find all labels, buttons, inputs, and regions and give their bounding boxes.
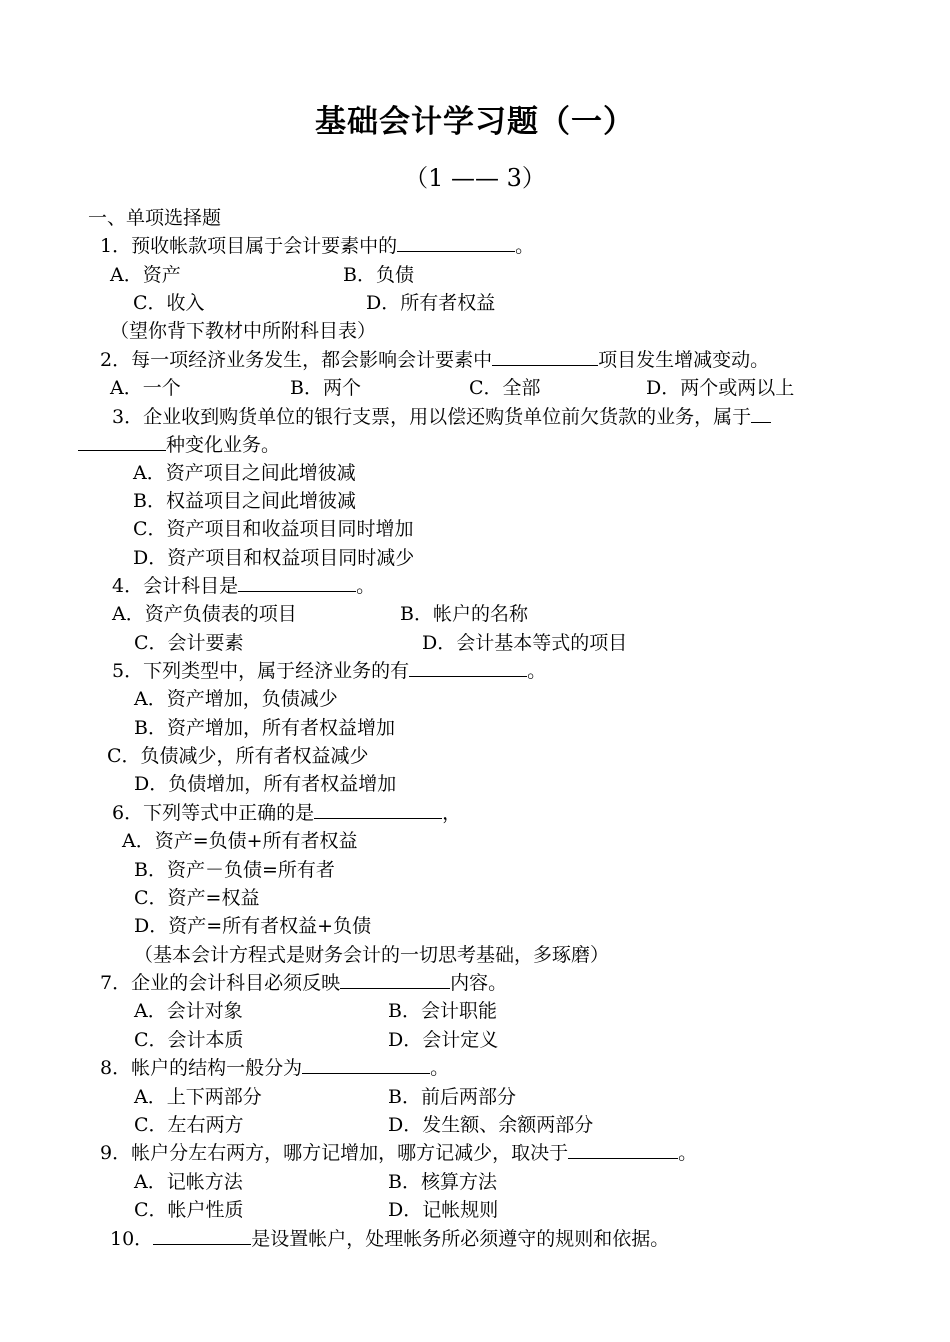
question-3-blank-part2 <box>78 432 166 451</box>
question-1-option-b: B．负债 <box>343 264 414 286</box>
question-7-option-d: D．会计定义 <box>388 1029 499 1051</box>
question-1-blank <box>397 233 515 252</box>
question-3-option-b: B．权益项目之间此增彼减 <box>133 490 356 512</box>
page-subtitle: （1 —— 3） <box>404 164 546 192</box>
question-6-note: （基本会计方程式是财务会计的一切思考基础，多琢磨） <box>134 944 610 966</box>
question-7-option-a: A．会计对象 <box>134 1000 243 1022</box>
question-6-option-c: C．资产=权益 <box>134 887 260 909</box>
question-8-option-d: D．发生额、余额两部分 <box>388 1114 594 1136</box>
question-2-option-b: B．两个 <box>290 377 361 399</box>
question-1-option-d: D．所有者权益 <box>366 292 496 314</box>
question-9-stem <box>100 1140 697 1166</box>
question-3-option-c: C．资产项目和收益项目同时增加 <box>133 518 414 540</box>
question-10-end: 是设置帐户，处理帐务所必须遵守的规则和依据。 <box>251 1228 670 1250</box>
question-5-end: 。 <box>527 660 547 682</box>
question-2-option-a: A．一个 <box>110 377 181 399</box>
question-6-blank <box>314 800 442 819</box>
question-8-blank <box>302 1055 430 1074</box>
question-4-text: 4．会计科目是 <box>112 575 239 597</box>
question-1-note: （望你背下教材中所附科目表） <box>110 320 377 342</box>
question-6-option-a: A．资产=负债+所有者权益 <box>122 830 358 852</box>
question-4-stem <box>112 573 375 599</box>
question-4-option-d: D．会计基本等式的项目 <box>422 632 628 654</box>
question-2-text: 2．每一项经济业务发生，都会影响会计要素中 <box>100 349 493 371</box>
question-7-option-c: C．会计本质 <box>134 1029 244 1051</box>
question-9-option-b: B．核算方法 <box>388 1171 497 1193</box>
question-3-stem-cont <box>78 432 280 458</box>
question-9-end: 。 <box>678 1142 698 1164</box>
question-7-end: 内容。 <box>450 972 508 994</box>
question-5-option-d: D．负债增加，所有者权益增加 <box>134 773 397 795</box>
question-7-text: 7．企业的会计科目必须反映 <box>100 972 341 994</box>
question-1-end: 。 <box>515 235 535 257</box>
question-9-option-d: D．记帐规则 <box>388 1199 499 1221</box>
question-3-option-d: D．资产项目和权益项目同时减少 <box>133 547 415 569</box>
question-5-stem <box>112 658 546 684</box>
question-8-option-a: A．上下两部分 <box>134 1086 262 1108</box>
question-2-end: 项目发生增减变动。 <box>598 349 770 371</box>
question-10-blank <box>153 1226 251 1245</box>
question-6-end: ， <box>442 802 462 824</box>
question-4-option-b: B．帐户的名称 <box>400 603 528 625</box>
section-heading: 一、单项选择题 <box>88 207 222 229</box>
question-6-text: 6．下列等式中正确的是 <box>112 802 315 824</box>
question-6-option-d: D．资产=所有者权益+负债 <box>134 915 372 937</box>
question-3-option-a: A．资产项目之间此增彼减 <box>133 462 356 484</box>
question-6-option-b: B．资产－负债=所有者 <box>134 859 335 881</box>
question-7-stem <box>100 970 507 996</box>
question-5-option-c: C．负债减少，所有者权益减少 <box>107 745 369 767</box>
question-8-option-c: C．左右两方 <box>134 1114 244 1136</box>
question-8-option-b: B．前后两部分 <box>388 1086 516 1108</box>
question-10-text: 10． <box>110 1228 154 1250</box>
question-8-stem <box>100 1055 449 1081</box>
question-9-option-a: A．记帐方法 <box>134 1171 243 1193</box>
question-2-option-c: C．全部 <box>469 377 541 399</box>
question-2-blank <box>492 347 598 366</box>
question-5-option-a: A．资产增加，负债减少 <box>134 688 338 710</box>
question-10-stem <box>110 1226 669 1252</box>
question-1-option-a: A．资产 <box>110 264 181 286</box>
page-title: 基础会计学习题（一） <box>315 104 635 140</box>
question-4-option-c: C．会计要素 <box>134 632 244 654</box>
question-6-stem <box>112 800 461 826</box>
question-3-blank-part1 <box>751 404 771 423</box>
question-3-stem <box>112 404 771 430</box>
question-1-text: 1．预收帐款项目属于会计要素中的 <box>100 235 398 257</box>
question-9-text: 9．帐户分左右两方，哪方记增加，哪方记减少，取决于 <box>100 1142 569 1164</box>
question-1-option-c: C．收入 <box>133 292 205 314</box>
question-4-blank <box>238 573 356 592</box>
question-5-option-b: B．资产增加，所有者权益增加 <box>134 717 395 739</box>
question-4-end: 。 <box>356 575 376 597</box>
question-4-option-a: A．资产负债表的项目 <box>112 603 297 625</box>
question-5-text: 5．下列类型中，属于经济业务的有 <box>112 660 410 682</box>
question-2-stem <box>100 347 769 373</box>
question-7-option-b: B．会计职能 <box>388 1000 497 1022</box>
question-3-text: 3．企业收到购货单位的银行支票，用以偿还购货单位前欠货款的业务，属于 <box>112 406 752 428</box>
question-8-text: 8．帐户的结构一般分为 <box>100 1057 303 1079</box>
question-9-blank <box>568 1140 678 1159</box>
question-2-option-d: D．两个或两以上 <box>646 377 795 399</box>
question-3-end: 种变化业务。 <box>166 434 281 456</box>
question-7-blank <box>340 970 450 989</box>
question-8-end: 。 <box>430 1057 450 1079</box>
question-9-option-c: C．帐户性质 <box>134 1199 244 1221</box>
question-1-stem <box>100 233 534 259</box>
question-5-blank <box>409 658 527 677</box>
